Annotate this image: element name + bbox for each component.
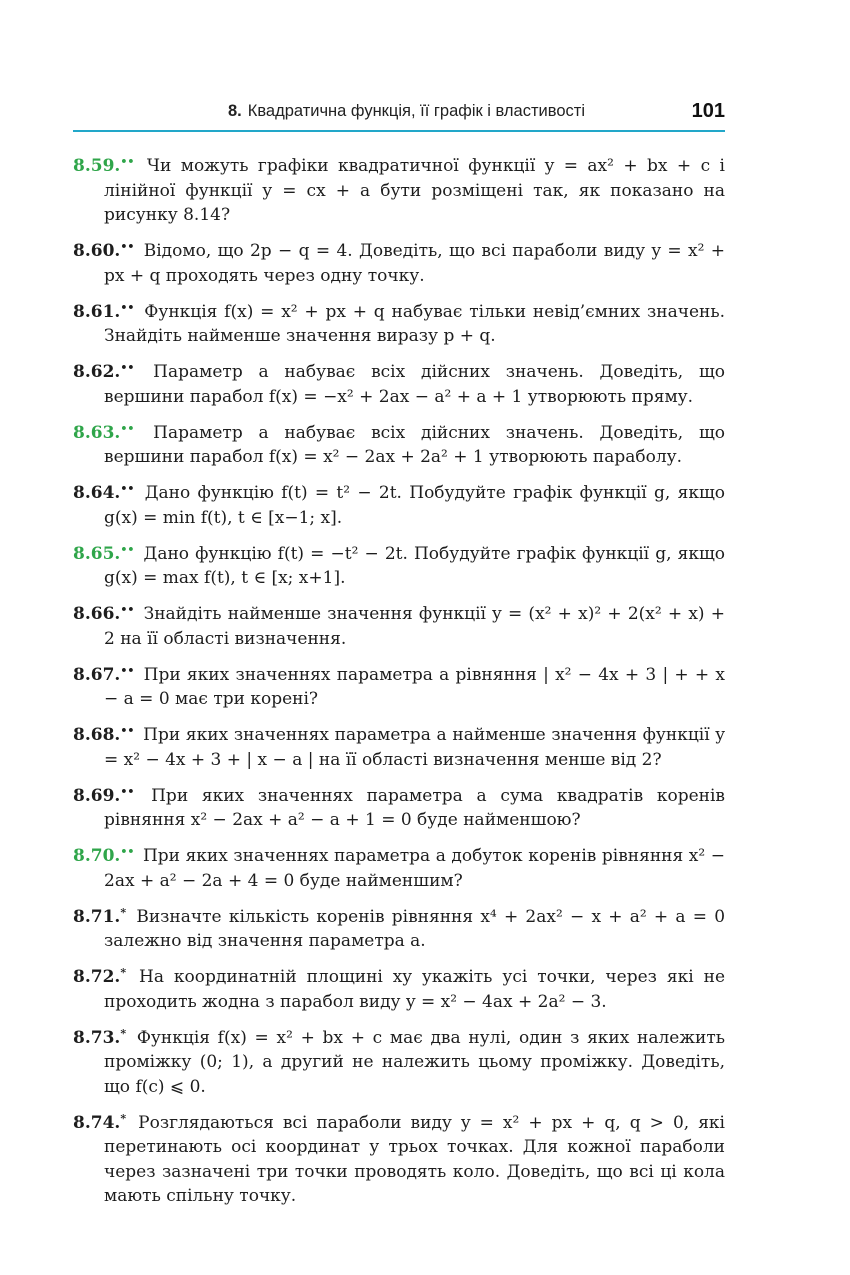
problem-text: Розглядаються всі параболи виду y = x² + px + q, q > 0, які перетинають осі координат у трьох точках. Для кожної параболи через зазначені три точки проводять коло. Доведіть, що всі ці кола мають спільну точку. [104,1112,725,1206]
problem-number: 8.71. [73,906,121,927]
problem-text: Дано функцію f(t) = t² − 2t. Побудуйте графік функції g, якщо g(x) = min f(t), t ∈ [x−1; x]. [104,483,725,528]
difficulty-mark: •• [120,845,135,858]
problem-text: При яких значеннях параметра a рівняння | x² − 4x + 3 | + + x − a = 0 має три корені? [104,664,725,709]
problem-text: Параметр a набуває всіх дійсних значень. Доведіть, що вершини парабол f(x) = x² − 2ax + 2a² + 1 утворюють параболу. [104,422,725,467]
problem-8-59 [73,150,725,228]
problem-list [73,150,725,1216]
section-title [228,102,585,121]
problem-number: 8.72. [73,967,121,987]
problem-number: 8.65. [73,543,121,564]
difficulty-mark: * [120,1026,127,1040]
difficulty-mark: •• [120,240,135,253]
problem-8-69 [73,780,725,833]
difficulty-mark: •• [120,542,135,556]
problem-8-68 [73,719,725,772]
problem-8-62 [73,356,725,409]
problem-8-65 [73,538,725,591]
problem-number: 8.67. [73,664,121,685]
problem-text: Визначте кількість коренів рівняння x⁴ + 2ax² − x + a² + a = 0 залежно від значення параметра a. [104,906,726,951]
header-rule [73,130,725,132]
problem-number: 8.73. [73,1027,121,1048]
problem-text: Функція f(x) = x² + bx + c має два нулі, один з яких належить проміжку (0; 1), а другий не належить цьому проміжку. Доведіть, що f(c) ⩽ 0. [104,1027,725,1097]
problem-text: Чи можуть графіки квадратичної функції y = ax² + bx + c і лінійної функції y = cx + a бути розміщені так, як показано на рисунку 8.14? [104,156,725,225]
problem-8-70 [73,840,725,893]
difficulty-mark: •• [120,663,135,677]
difficulty-mark: •• [120,155,135,168]
problem-text: На координатній площині xy укажіть усі точки, через які не проходить жодна з парабол виду y = x² − 4ax + 2a² − 3. [104,967,725,1012]
problem-text: Знайдіть найменше значення функції y = (x² + x)² + 2(x² + x) + 2 на її області визначення. [104,604,726,649]
problem-8-73 [73,1022,725,1100]
difficulty-mark: •• [120,361,135,374]
problem-number: 8.60. [73,241,121,261]
problem-8-64 [73,477,725,530]
problem-number: 8.70. [73,846,121,866]
problem-8-63 [73,417,725,470]
problem-text: Відомо, що 2p − q = 4. Доведіть, що всі параболи виду y = x² + px + q проходять через одну точку. [104,241,725,286]
problem-8-60 [73,235,725,288]
problem-8-66 [73,598,725,651]
difficulty-mark: •• [120,300,135,314]
problem-8-72 [73,961,725,1014]
problem-text: Функція f(x) = x² + px + q набуває тільки невід’ємних значень. Знайдіть найменше значення виразу p + q. [104,301,725,346]
difficulty-mark: •• [120,482,135,495]
problem-number: 8.69. [73,785,121,806]
problem-number: 8.62. [73,362,121,382]
problem-text: При яких значеннях параметра a добуток коренів рівняння x² − 2ax + a² − 2a + 4 = 0 буде найменшим? [104,846,726,891]
problem-text: При яких значеннях параметра a найменше значення функції y = x² − 4x + 3 + | x − a | на її області визначення менше від 2? [104,725,725,770]
section-number: 8. [227,102,242,120]
problem-text: Дано функцію f(t) = −t² − 2t. Побудуйте графік функції g, якщо g(x) = max f(t), t ∈ [x; x+1]. [104,543,725,588]
page-number: 101 [691,100,725,122]
difficulty-mark: •• [120,603,135,616]
difficulty-mark: * [120,1111,127,1125]
problem-text: При яких значеннях параметра a сума квадратів коренів рівняння x² − 2ax + a² − a + 1 = 0 буде найменшою? [104,785,725,830]
difficulty-mark: •• [120,724,135,737]
problem-8-74 [73,1107,725,1209]
difficulty-mark: * [120,905,127,919]
problem-number: 8.64. [73,483,121,503]
problem-8-61 [73,296,725,349]
difficulty-mark: * [120,966,127,979]
running-header [73,100,725,128]
problem-number: 8.61. [73,301,121,322]
difficulty-mark: •• [120,421,135,435]
problem-number: 8.68. [73,725,121,745]
problem-number: 8.63. [73,422,121,443]
problem-8-71 [73,901,725,954]
problem-8-67 [73,659,725,712]
difficulty-mark: •• [120,784,135,798]
problem-number: 8.59. [73,156,121,176]
problem-text: Параметр a набуває всіх дійсних значень. Доведіть, що вершини парабол f(x) = −x² + 2ax − a² + a + 1 утворюють пряму. [104,362,725,407]
problem-number: 8.66. [73,604,121,624]
problem-number: 8.74. [73,1112,121,1133]
section-title-text: Квадратична функція, її графік і властивості [247,102,585,120]
